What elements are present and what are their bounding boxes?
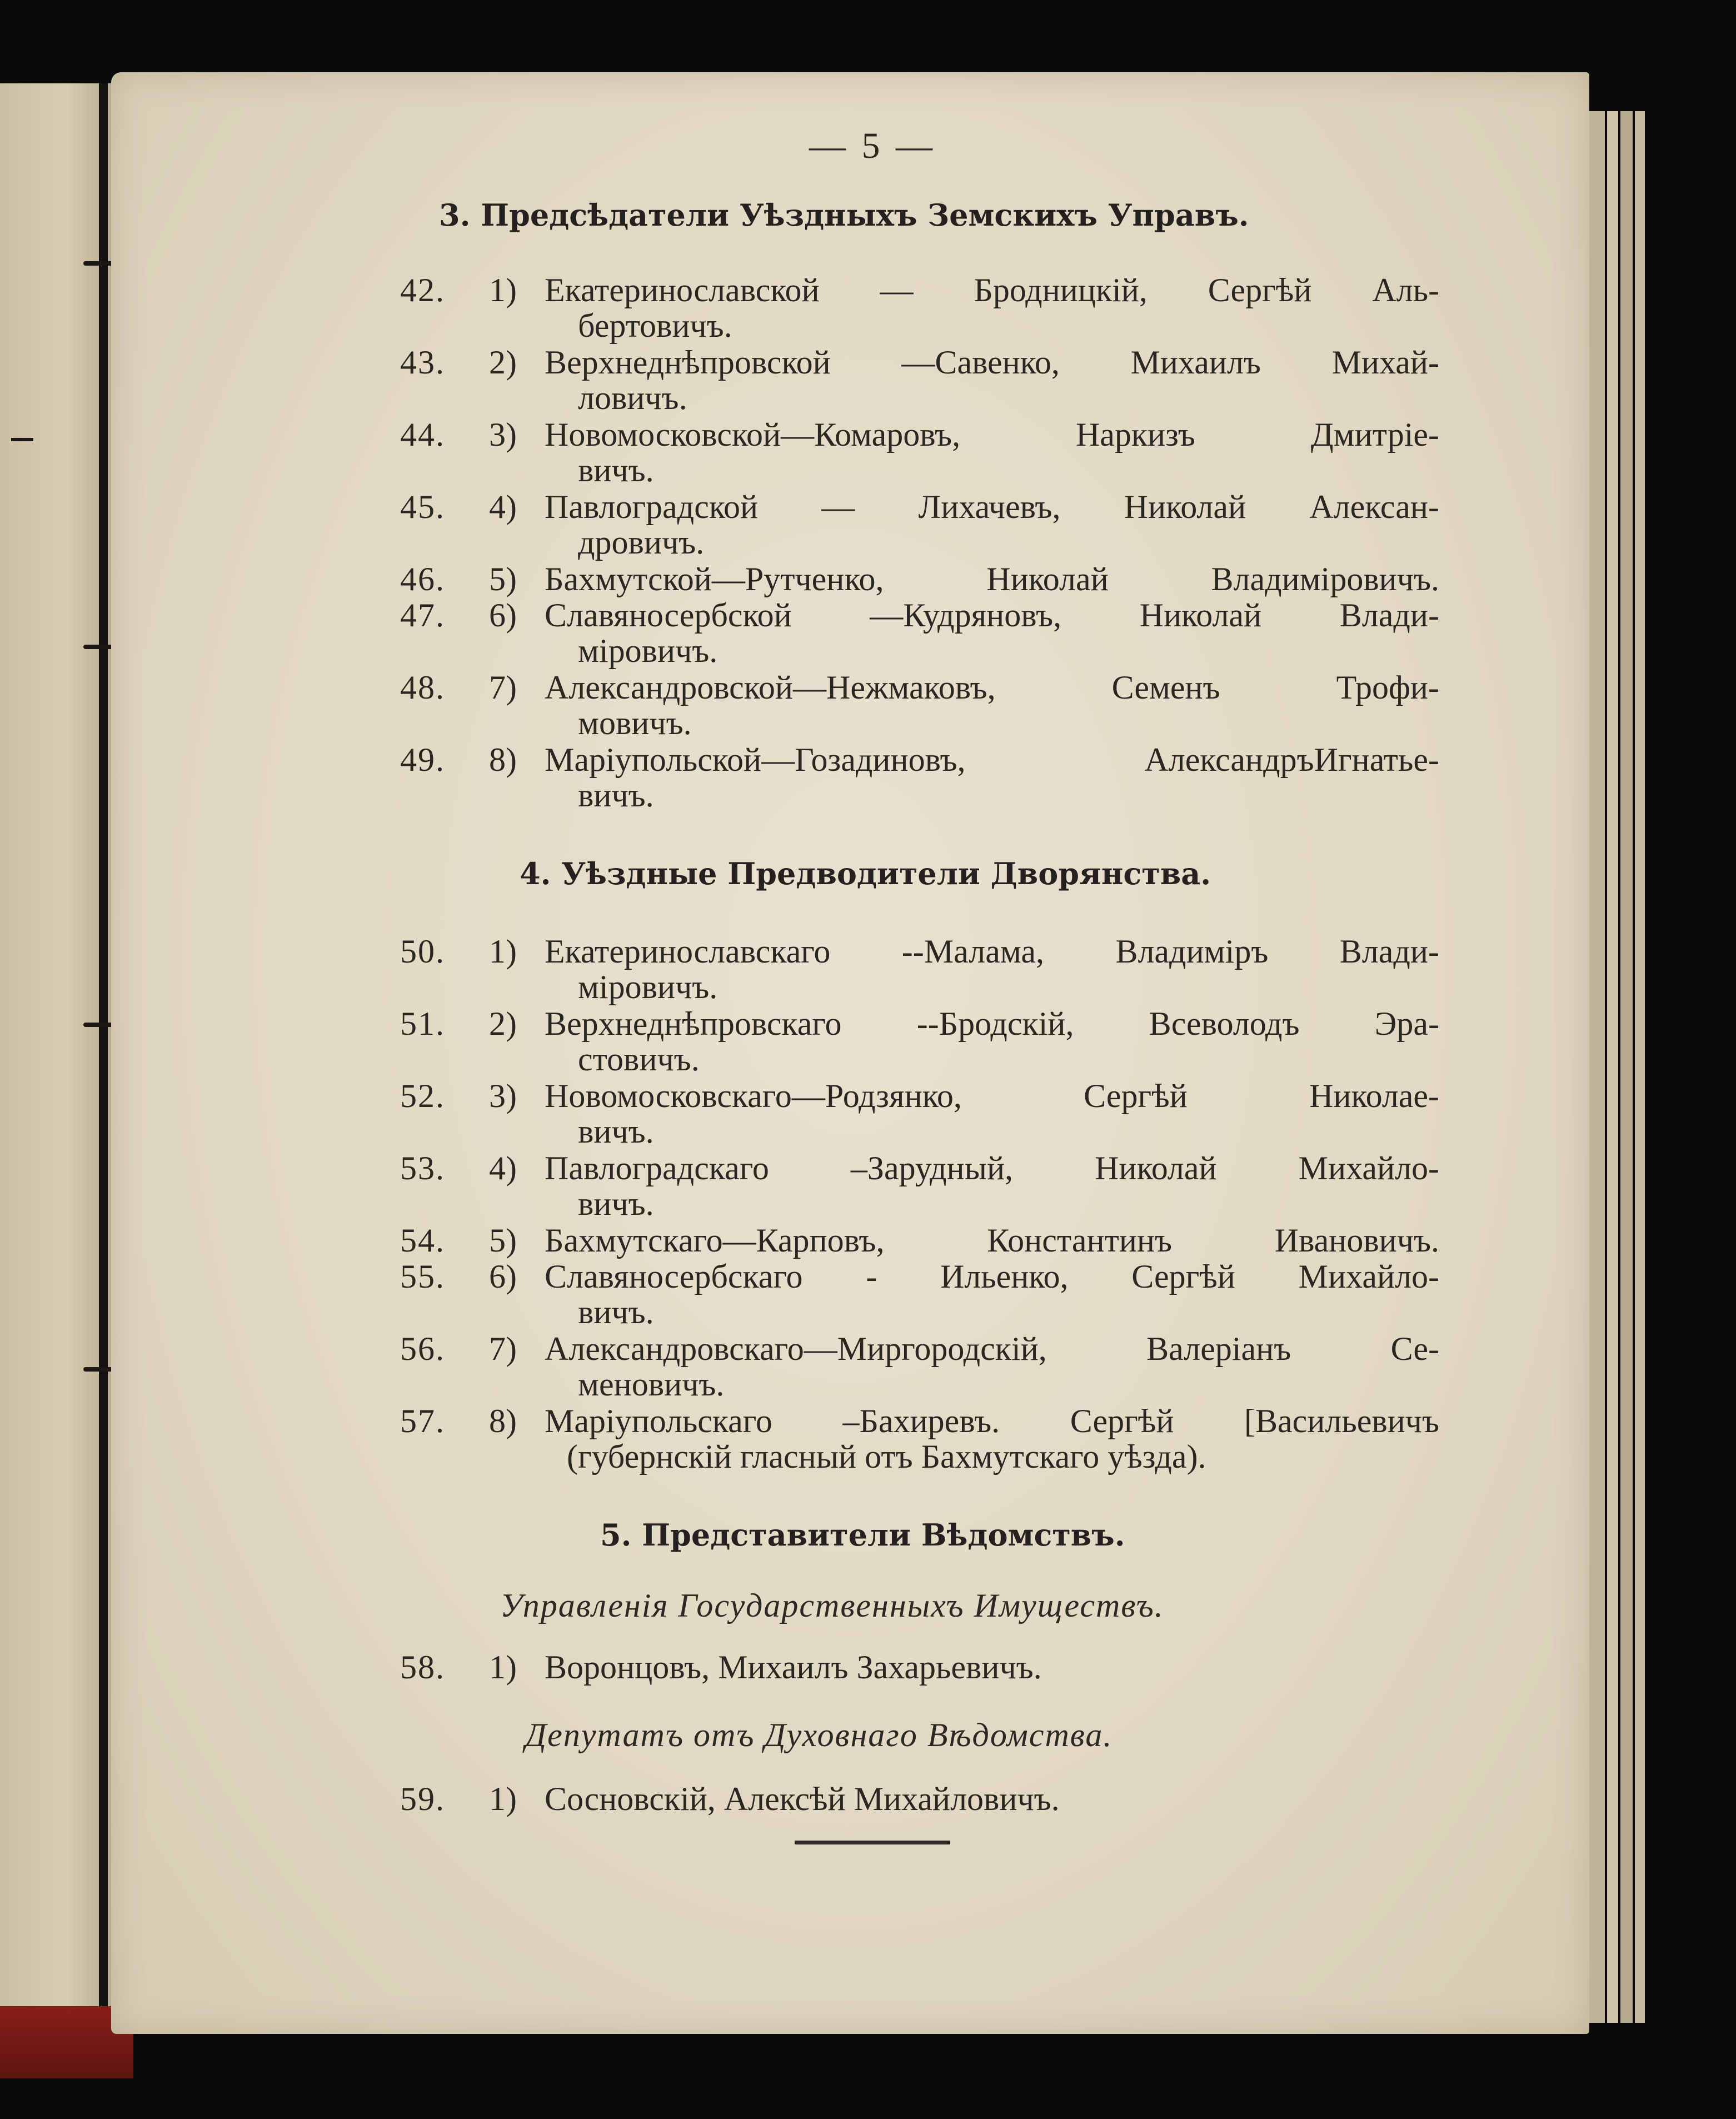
entry-subnumber: 2) — [489, 1005, 517, 1042]
entry-text: Маріупольскаго –Бахиревъ. Сергѣй [Васильевичъ — [545, 1403, 1439, 1439]
page-edge — [1635, 111, 1645, 2023]
entry-subnumber: 3) — [489, 1078, 517, 1114]
entry-subnumber: 1) — [489, 1649, 517, 1686]
entry-text: Павлоградскаго –Зарудный, Николай Михайло- — [545, 1150, 1439, 1186]
entry-subnumber: 5) — [489, 1222, 517, 1259]
subheading: Депутатъ отъ Духовнаго Вѣдомства. — [525, 1717, 1113, 1753]
entry-text: Александровской—Нежмаковъ, Семенъ Трофи- — [545, 669, 1439, 706]
entry-text: Екатеринославской — Бродницкій, Сергѣй Аль- — [545, 272, 1439, 308]
entry-continuation: меновичъ. — [578, 1366, 725, 1403]
entry-number: 55. — [400, 1258, 445, 1295]
entry-text: Бахмутской—Рутченко, Николай Владиміровичъ. — [545, 561, 1439, 597]
left-page-mark — [11, 438, 33, 441]
entry-continuation: вичъ. — [578, 452, 654, 488]
entry-continuation: вичъ. — [578, 1113, 654, 1150]
book-spine — [99, 83, 108, 2006]
entry-subnumber: 7) — [489, 669, 517, 706]
entry-subnumber: 7) — [489, 1330, 517, 1367]
entry-number: 46. — [400, 561, 445, 597]
entry-text: Сосновскій, Алексѣй Михайловичъ. — [545, 1781, 1060, 1817]
entry-number: 59. — [400, 1781, 445, 1817]
entry-subnumber: 8) — [489, 741, 517, 778]
entry-continuation: вичъ. — [578, 1185, 654, 1222]
entry-number: 49. — [400, 741, 445, 778]
entry-text: Новомосковскаго—Родзянко, Сергѣй Николае- — [545, 1078, 1439, 1114]
entry-text: Бахмутскаго—Карповъ, Константинъ Ивановичъ. — [545, 1222, 1439, 1259]
entry-continuation: ловичъ. — [578, 380, 687, 416]
entry-continuation: мовичъ. — [578, 705, 692, 741]
entry-number: 56. — [400, 1330, 445, 1367]
entry-number: 43. — [400, 344, 445, 381]
entry-continuation: (губернскій гласный отъ Бахмутскаго уѣзда). — [567, 1438, 1206, 1475]
entry-number: 47. — [400, 597, 445, 634]
end-rule — [795, 1841, 950, 1844]
entry-number: 45. — [400, 488, 445, 525]
page-edge — [1620, 111, 1633, 2023]
entry-subnumber: 6) — [489, 1258, 517, 1295]
entry-continuation: стовичъ. — [578, 1041, 700, 1078]
entry-continuation: вичъ. — [578, 777, 654, 814]
entry-number: 44. — [400, 416, 445, 453]
entry-subnumber: 4) — [489, 488, 517, 525]
entry-number: 51. — [400, 1005, 445, 1042]
entry-number: 54. — [400, 1222, 445, 1259]
entry-number: 50. — [400, 933, 445, 970]
page-edge — [1589, 111, 1605, 2023]
entry-text: Верхнеднѣпровскаго --Бродскій, Всеволодъ Эра- — [545, 1005, 1439, 1042]
subheading: Управленія Государственныхъ Имуществъ. — [500, 1587, 1164, 1624]
section-3-title: 3. Предсѣдатели Уѣздныхъ Земскихъ Управъ. — [439, 197, 1249, 233]
entry-text: Славяносербскаго - Ильенко, Сергѣй Михайло- — [545, 1258, 1439, 1295]
page-text — [111, 72, 1589, 2034]
page-edge — [1607, 111, 1618, 2023]
entry-subnumber: 1) — [489, 272, 517, 308]
entry-subnumber: 4) — [489, 1150, 517, 1186]
entry-text: Славяносербской —Кудряновъ, Николай Влади- — [545, 597, 1439, 634]
page-number: — 5 — — [809, 126, 936, 166]
entry-subnumber: 5) — [489, 561, 517, 597]
section-4-title: 4. Уѣздные Предводители Дворянства. — [520, 856, 1211, 891]
entry-text: Воронцовъ, Михаилъ Захарьевичъ. — [545, 1649, 1042, 1686]
entry-subnumber: 8) — [489, 1403, 517, 1439]
entry-text: Александровскаго—Миргородскій, Валеріанъ Се- — [545, 1330, 1439, 1367]
entry-number: 53. — [400, 1150, 445, 1186]
entry-subnumber: 1) — [489, 933, 517, 970]
entry-text: Верхнеднѣпровской —Савенко, Михаилъ Михай- — [545, 344, 1439, 381]
entry-text: Новомосковской—Комаровъ, Наркизъ Дмитріе- — [545, 416, 1439, 453]
entry-continuation: міровичъ. — [578, 632, 718, 669]
entry-number: 48. — [400, 669, 445, 706]
entry-text: Маріупольской—Гозадиновъ, АлександръИгнатье- — [545, 741, 1439, 778]
section-5-title: 5. Представители Вѣдомствъ. — [600, 1517, 1125, 1553]
document-page — [111, 72, 1589, 2034]
entry-subnumber: 2) — [489, 344, 517, 381]
entry-text: Павлоградской — Лихачевъ, Николай Алексан- — [545, 488, 1439, 525]
entry-continuation: дровичъ. — [578, 524, 705, 561]
entry-number: 58. — [400, 1649, 445, 1686]
entry-continuation: бертовичъ. — [578, 307, 732, 344]
left-page-edge — [0, 83, 111, 2006]
entry-number: 52. — [400, 1078, 445, 1114]
entry-subnumber: 1) — [489, 1781, 517, 1817]
entry-subnumber: 6) — [489, 597, 517, 634]
entry-continuation: вичъ. — [578, 1294, 654, 1330]
entry-continuation: міровичъ. — [578, 969, 718, 1005]
entry-number: 57. — [400, 1403, 445, 1439]
entry-subnumber: 3) — [489, 416, 517, 453]
entry-number: 42. — [400, 272, 445, 308]
entry-text: Екатеринославскаго --Малама, Владиміръ Влади- — [545, 933, 1439, 970]
